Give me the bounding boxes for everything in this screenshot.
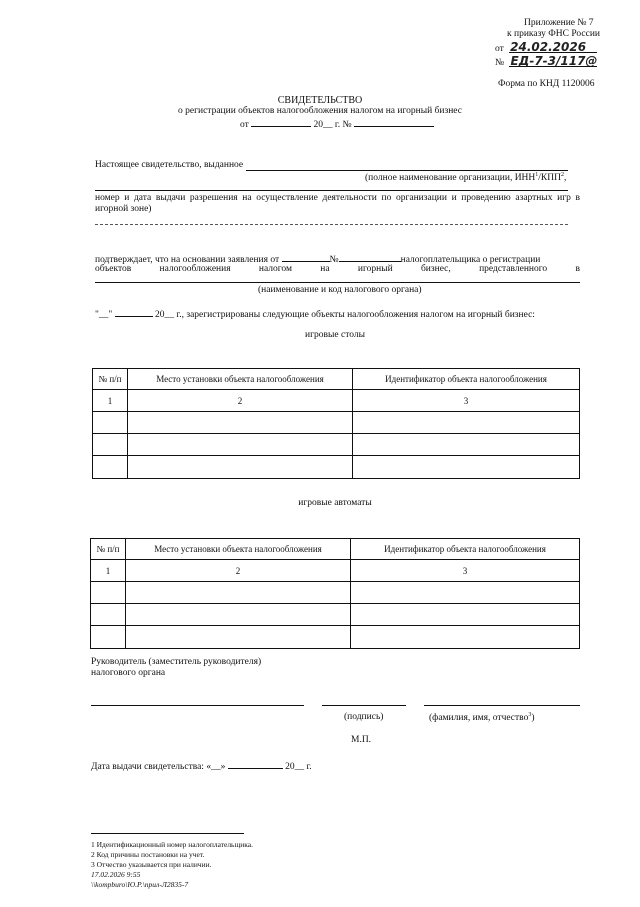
issue-date: Дата выдачи свидетельства: «__» 20__ г.	[91, 759, 312, 772]
table-cell	[353, 456, 580, 479]
table-cell	[93, 456, 128, 479]
table-cell	[351, 604, 580, 626]
doc-title: СВИДЕТЕЛЬСТВО	[277, 95, 363, 106]
appendix-label: Приложение № 7	[524, 18, 594, 28]
registered-line: "__" 20__ г., зарегистрированы следующие объекты налогообложения налогом на игорный бизнес:	[95, 307, 535, 320]
table-cell	[128, 456, 353, 479]
table-cell	[91, 626, 126, 649]
gaming-tables-title: игровые столы	[305, 330, 365, 340]
table-header-place: Место установки объекта налогообложения	[126, 539, 351, 560]
from-prefix: от	[240, 120, 249, 130]
table-col-number: 3	[351, 560, 580, 582]
stamp-place: М.П.	[351, 735, 372, 745]
issued-to-label: Настоящее свидетельство, выданное	[95, 160, 244, 170]
table-header-place: Место установки объекта налогообложения	[128, 369, 353, 390]
table-cell	[93, 412, 128, 434]
head-label: Руководитель (заместитель руководителя)	[91, 657, 262, 667]
table-cell	[126, 626, 351, 649]
table-cell	[353, 412, 580, 434]
table-cell	[91, 604, 126, 626]
doc-title-date	[240, 117, 434, 130]
table-cell	[126, 582, 351, 604]
issued-to-hint: (полное наименование организации, ИНН$^1$/КПП$^2$,	[365, 172, 567, 184]
number-prefix: №	[495, 58, 505, 68]
permit-hint: номер и дата выдачи разрешения на осуществление деятельности по организации и проведению азартных игр в игорной зоне)	[95, 193, 580, 214]
table-header-num: № п/п	[93, 369, 128, 390]
date-prefix: от	[495, 44, 504, 54]
table-col-number: 2	[128, 390, 353, 412]
footnote-2: 2 Код причины постановки на учет.	[91, 850, 205, 859]
table-cell	[128, 412, 353, 434]
table-header-num: № п/п	[91, 539, 126, 560]
authority-hint: (наименование и код налогового органа)	[258, 285, 422, 295]
table-header-id: Идентификатор объекта налогообложения	[351, 539, 580, 560]
table-cell	[128, 434, 353, 456]
table-col-number: 1	[91, 560, 126, 582]
gaming-machines-table	[90, 538, 580, 649]
table-cell	[93, 434, 128, 456]
handwritten-number: ЕД-7-3/117@	[510, 54, 598, 68]
table-cell	[91, 582, 126, 604]
table-cell	[126, 604, 351, 626]
confirms-line: подтверждает, что на основании заявления от № налогоплательщика о регистрации	[95, 252, 580, 265]
print-timestamp: 17.02.2026 9:55	[91, 870, 141, 879]
doc-subtitle: о регистрации объектов налогообложения налогом на игорный бизнес	[178, 106, 462, 116]
table-cell	[351, 626, 580, 649]
form-code: Форма по КНД 1120006	[498, 79, 595, 89]
table-header-id: Идентификатор объекта налогообложения	[353, 369, 580, 390]
table-cell	[353, 434, 580, 456]
table-col-number: 1	[93, 390, 128, 412]
table-col-number: 3	[353, 390, 580, 412]
table-cell	[351, 582, 580, 604]
gaming-tables-table	[92, 368, 580, 479]
footnote-1: 1 Идентификационный номер налогоплательщика.	[91, 840, 254, 849]
confirms-line-2: объектов налогообложения налогом на игорный бизнес, представленного в	[95, 264, 580, 274]
file-path: \\kompburo\Ю.Р.\прил-Л2835-7	[91, 880, 189, 889]
handwritten-date: 24.02.2026	[510, 40, 587, 54]
gaming-machines-title: игровые автоматы	[298, 498, 372, 508]
footnote-3: 3 Отчество указывается при наличии.	[91, 860, 212, 869]
name-hint: (фамилия, имя, отчество$^3$)	[429, 712, 535, 724]
table-col-number: 2	[126, 560, 351, 582]
head-label-2: налогового органа	[91, 668, 166, 678]
signature-hint: (подпись)	[344, 712, 384, 722]
year-number-label: 20__ г. №	[313, 120, 352, 130]
order-label: к приказу ФНС России	[507, 29, 600, 39]
